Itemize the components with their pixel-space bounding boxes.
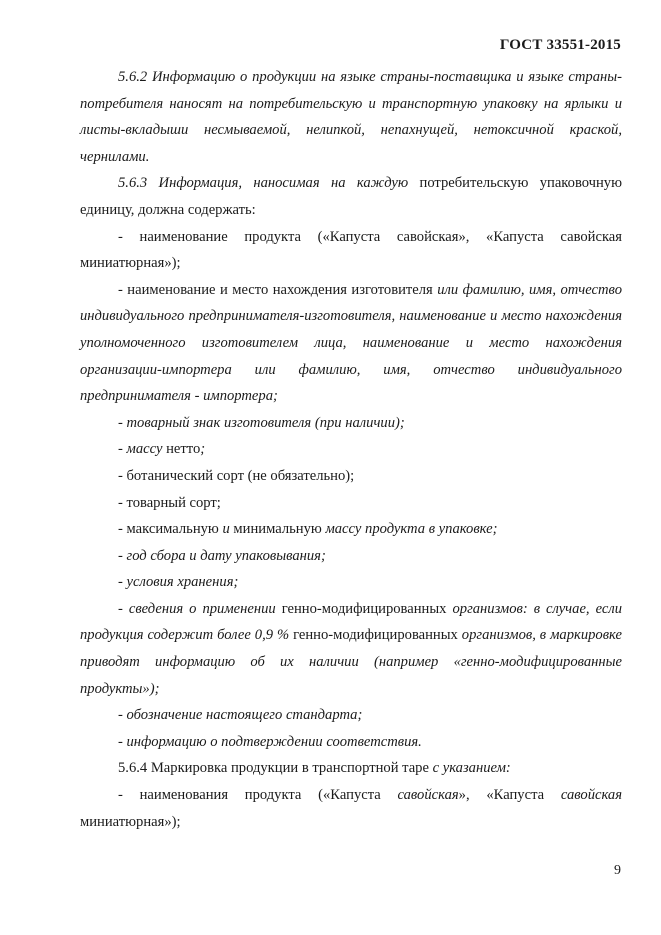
list-item-storage-conditions: - условия хранения; (118, 574, 239, 591)
list-item-commercial-grade: - товарный сорт; (118, 494, 221, 511)
list-item-gmo-d: генно-модифицированных (293, 627, 458, 644)
list-item-transport-product-name (80, 782, 622, 835)
paragraph-5-6-4-regular: 5.6.4 Маркировка продукции в транспортной таре (118, 760, 429, 777)
standard-code-header: ГОСТ 33551-2015 (499, 37, 621, 53)
list-item-max-min-mass (80, 516, 622, 543)
list-item-transport-e: миниатюрная»); (80, 813, 181, 830)
list-item-gmo-e: организмов, в маркировке приводят информацию об их наличии (например «генно-модифицированные продукты»); (80, 627, 622, 697)
page-number: 9 (614, 863, 621, 878)
paragraph-5-6-4-italic: с указанием: (428, 760, 511, 777)
list-item-transport-a: - наименования продукта («Капуста (118, 787, 398, 804)
list-item-net-mass-end: ; (200, 441, 206, 458)
list-item-gmo-b: генно-модифицированных (281, 600, 447, 617)
list-item-net-mass (80, 436, 622, 463)
list-item-max-min-mass-d: массу продукта в упаковке; (325, 521, 498, 538)
list-item-max-min-mass-a: - максимальную (118, 521, 223, 538)
list-item-botanical-variety: - ботанический сорт (не обязательно); (118, 467, 355, 484)
list-item-manufacturer (80, 277, 622, 410)
list-item-trademark: - товарный знак изготовителя (при наличии); (118, 414, 405, 431)
list-item-harvest-year: - год сбора и дату упаковывания; (118, 547, 326, 564)
list-item-net-mass-italic: - массу (118, 441, 163, 458)
paragraph-5-6-3 (80, 170, 622, 223)
list-item-max-min-mass-b: и (222, 521, 230, 538)
paragraph-5-6-4 (80, 755, 622, 782)
list-item-transport-d: савойская (560, 787, 623, 804)
list-item-manufacturer-italic: или фамилию, имя, отчество индивидуального предпринимателя-изготовителя, наименование и место нахождения уполномоченного изготовителем лица, наименование и место нахождения организации-импортера или фамилию, имя, отчество индивидуального предпринимателя - импортера; (80, 281, 622, 405)
list-item-standard-designation: - обозначение настоящего стандарта; (118, 707, 363, 724)
list-item-gmo-c: организмов: в случае, если продукция содержит более 0,9 % (80, 600, 622, 644)
paragraph-5-6-3-italic: 5.6.3 Информация, наносимая на каждую (118, 175, 409, 192)
list-item-transport-c: », «Капуста (458, 787, 561, 804)
list-item-product-name: - наименование продукта («Капуста савойская», «Капуста савойская миниатюрная»); (80, 228, 622, 272)
paragraph-5-6-2: 5.6.2 Информацию о продукции на языке страны-поставщика и языке страны-потребителя наносят на потребительскую и транспортную упаковку на ярлыки и листы-вкладыши несмываемой, нелипкой, непахнущей, нетоксичной краской, чернилами. (80, 69, 622, 165)
list-item-transport-b: савойская (397, 787, 459, 804)
paragraph-5-6-3-regular: потребительскую упаковочную единицу, должна содержать: (80, 175, 622, 218)
document-body (80, 64, 622, 835)
list-item-conformity: - информацию о подтверждении соответствия. (118, 733, 422, 750)
list-item-gmo (80, 596, 622, 702)
list-item-net-mass-regular: нетто (162, 441, 201, 458)
list-item-gmo-a: - сведения о применении (118, 600, 282, 617)
list-item-manufacturer-regular: - наименование и место нахождения изготовителя (118, 281, 438, 298)
list-item-max-min-mass-c: минимальную (229, 521, 326, 538)
